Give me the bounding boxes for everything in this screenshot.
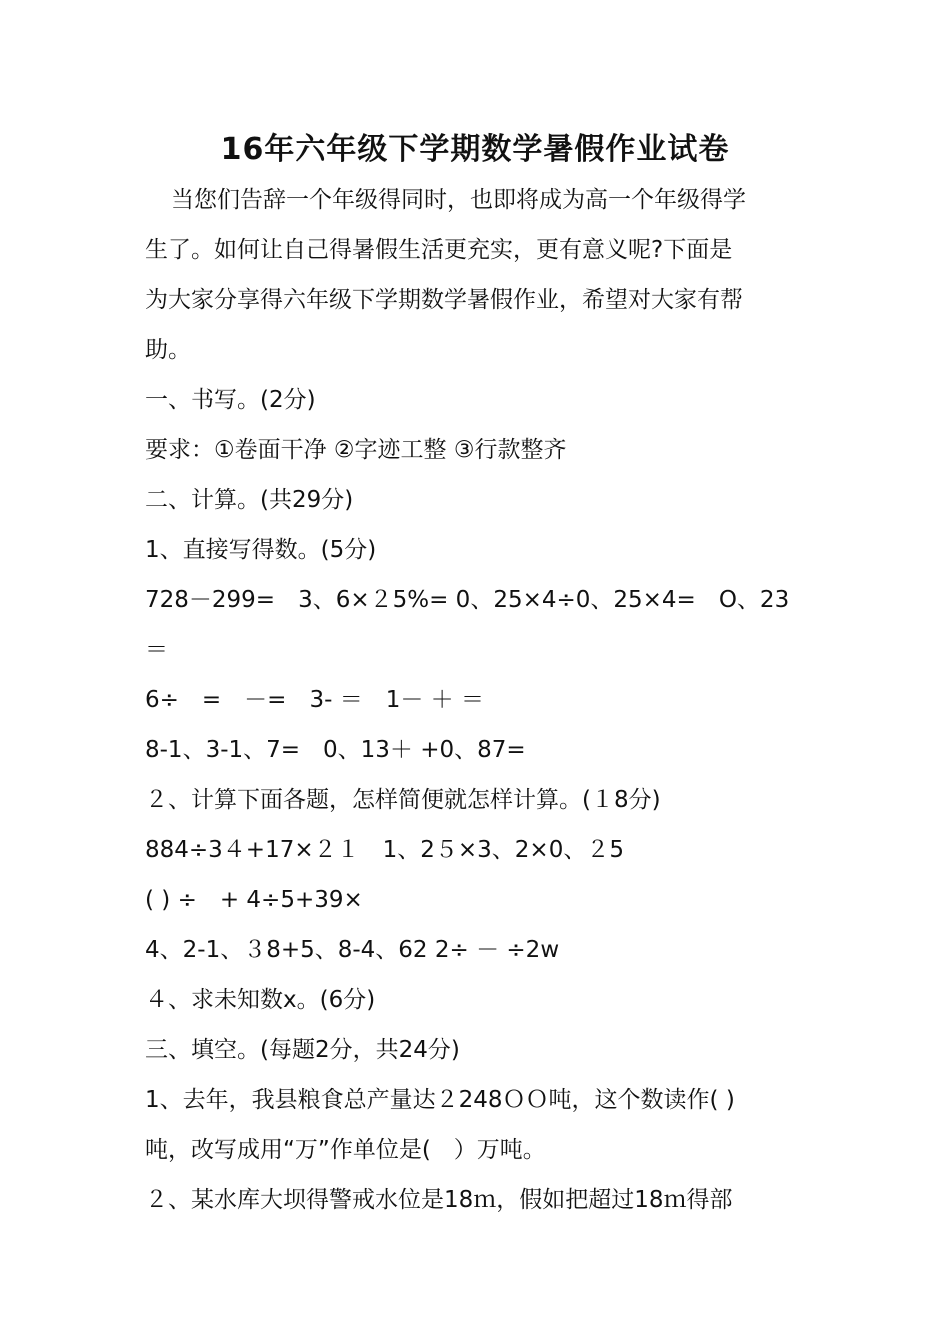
fill-in-question: ２、某水库大坝得警戒水位是18ｍ，假如把超过18ｍ得部 [145,1187,733,1213]
question-heading: ２、计算下面各题，怎样简便就怎样计算。(１8分) [145,787,661,813]
calculation-line: 728－299= 3、6×２5%= 0、25×4÷0、25×4= O、23 [145,587,790,613]
paragraph-line: 当您们告辞一个年级得同时，也即将成为高一个年级得学 [171,187,746,213]
paragraph-line: 为大家分享得六年级下学期数学暑假作业，希望对大家有帮 [145,287,743,313]
section-heading: 一、书写。(2分) [145,387,316,413]
calculation-line: 8-1、3-1、7= 0、13＋ +0、87= [145,737,526,763]
requirement-line: 要求：①卷面干净 ②字迹工整 ③行款整齐 [145,437,567,463]
calculation-line: ＝ [145,637,168,663]
section-heading: 三、填空。(每题2分，共24分) [145,1037,460,1063]
fill-in-question: 1、去年，我县粮食总产量达２248ＯＯ吨，这个数读作( ) [145,1087,735,1113]
document-body [145,175,825,1225]
question-heading: 1、直接写得数。(5分) [145,537,377,563]
paragraph-line: 生了。如何让自己得暑假生活更充实，更有意义呢?下面是 [145,237,733,263]
calculation-line: ( ) ÷ + 4÷5+39× [145,887,363,913]
section-heading: 二、计算。(共29分) [145,487,354,513]
question-heading: ４、求未知数x。(6分) [145,987,376,1013]
paragraph-line: 助。 [145,337,191,363]
document-title: 16年六年级下学期数学暑假作业试卷 [220,132,730,167]
calculation-line: 4、2-1、３8+5、8-4、62 2÷ － ÷2w [145,937,560,963]
calculation-line: 6÷ = －= 3- ＝ 1－ ＋ ＝ [145,687,484,713]
calculation-line: 884÷3４+17×２１ 1、2５×3、2×0、２5 [145,837,624,863]
fill-in-question: 吨，改写成用“万”作单位是( ）万吨。 [145,1137,546,1163]
